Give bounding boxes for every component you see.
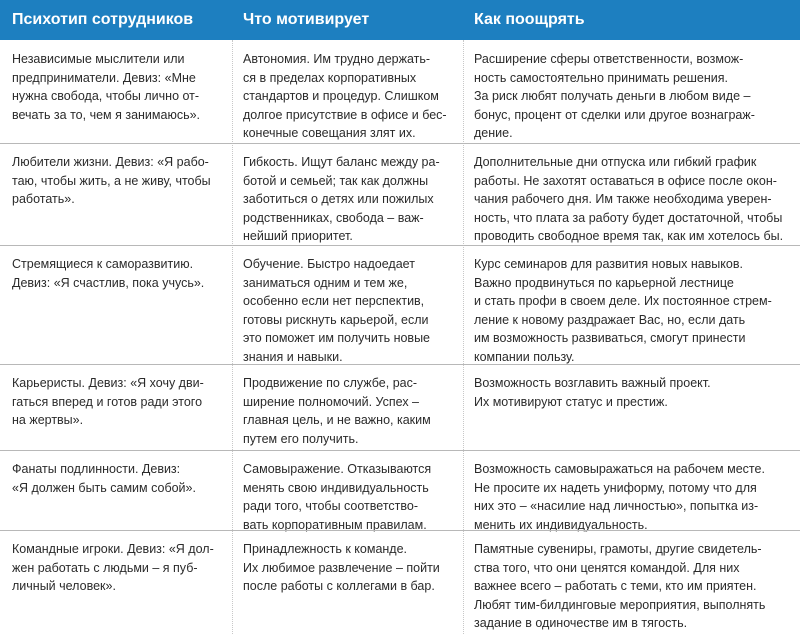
cell-psychotype xyxy=(12,153,222,209)
cell-text-line: путем его получить. xyxy=(243,431,359,446)
cell-text-line: проводить свободное время так, как им хотелось бы. xyxy=(474,229,784,244)
cell-text-line: задание в одиночестве им в тягость. xyxy=(474,616,688,631)
cell-motivates xyxy=(243,153,455,246)
cell-text-line: Стремящиеся к саморазвитию. xyxy=(12,257,194,271)
table-row xyxy=(0,245,800,364)
row-separator xyxy=(0,364,800,365)
cell-text-line: ность, что плата за работу будет достаточной, чтобы xyxy=(474,210,783,225)
row-separator xyxy=(0,530,800,531)
cell-text-line: Командные игроки. Девиз: «Я дол- xyxy=(12,542,214,556)
cell-text-line: заниматься одним и тем же, xyxy=(243,275,408,290)
cell-text-line: на жертвы». xyxy=(12,413,84,428)
cell-text-line: Их любимое развлечение – пойти xyxy=(243,560,440,575)
cell-text-line: Расширение сферы ответственности, возмож- xyxy=(474,52,744,66)
cell-text-line: это поможет им получить новые xyxy=(243,331,431,346)
cell-text-line: ширение полномочий. Успех – xyxy=(243,394,419,409)
table-row xyxy=(0,450,800,530)
cell-text-line: бонус, процент от сделки или другое вознаграж- xyxy=(474,107,755,122)
cell-reward xyxy=(474,540,792,633)
cell-text-line: родственниках, свобода – важ- xyxy=(243,210,424,225)
cell-text-line: компании пользу. xyxy=(474,349,575,364)
cell-text-line: ность самостоятельно принимать решения. xyxy=(474,70,728,85)
cell-text-line: Не просите их надеть униформу, потому что для xyxy=(474,480,757,495)
cell-text-line: Возможность возглавить важный проект. xyxy=(474,376,711,390)
cell-text-line: предприниматели. Девиз: «Мне xyxy=(12,70,196,85)
cell-text-line: вать корпоративным правилам. xyxy=(243,517,427,532)
table-row xyxy=(0,40,800,143)
cell-text-line: Самовыражение. Отказываются xyxy=(243,462,432,476)
header-reward: Как поощрять xyxy=(474,11,585,28)
cell-text-line: гаться вперед и готов ради этого xyxy=(12,394,203,409)
cell-text-line: главная цель, и не важно, каким xyxy=(243,413,431,428)
cell-reward xyxy=(474,50,792,143)
cell-text-line: них это – «насилие над личностью», попытка из- xyxy=(474,499,759,514)
cell-text-line: Гибкость. Ищут баланс между ра- xyxy=(243,155,440,169)
cell-text-line: Принадлежность к команде. xyxy=(243,542,408,556)
cell-motivates xyxy=(243,255,455,367)
cell-motivates xyxy=(243,50,455,143)
cell-text-line: личный человек». xyxy=(12,579,116,594)
cell-text-line: ради того, чтобы соответство- xyxy=(243,499,418,514)
cell-text-line: стандартов и процедур. Слишком xyxy=(243,89,439,104)
table-row xyxy=(0,143,800,245)
cell-psychotype xyxy=(12,255,222,292)
cell-text-line: нужна свобода, чтобы лично от- xyxy=(12,89,200,104)
cell-reward xyxy=(474,255,792,367)
cell-text-line: Курс семинаров для развития новых навыков. xyxy=(474,257,743,271)
cell-text-line: Важно продвинуться по карьерной лестнице xyxy=(474,275,734,290)
row-separator xyxy=(0,245,800,246)
cell-psychotype xyxy=(12,374,222,430)
cell-text-line: Дополнительные дни отпуска или гибкий график xyxy=(474,155,757,169)
cell-text-line: менить их индивидуальность. xyxy=(474,517,648,532)
cell-text-line: Любят тим-билдинговые мероприятия, выполнять xyxy=(474,597,766,612)
cell-text-line: Карьеристы. Девиз: «Я хочу дви- xyxy=(12,376,204,390)
cell-text-line: ление к новому раздражает Вас, но, если дать xyxy=(474,312,746,327)
cell-text-line: Любители жизни. Девиз: «Я рабо- xyxy=(12,155,209,169)
cell-text-line: дение. xyxy=(474,126,513,141)
cell-text-line: готовы рискнуть карьерой, если xyxy=(243,312,429,327)
cell-text-line: важнее всего – работать с теми, кто им приятен. xyxy=(474,579,757,594)
cell-text-line: после работы с коллегами в бар. xyxy=(243,579,435,594)
cell-psychotype xyxy=(12,540,222,596)
cell-reward xyxy=(474,153,792,246)
cell-motivates xyxy=(243,460,455,534)
cell-text-line: ства того, что они ценятся командой. Для них xyxy=(474,560,740,575)
cell-reward xyxy=(474,460,792,534)
cell-text-line: нейший приоритет. xyxy=(243,229,353,244)
cell-text-line: Возможность самовыражаться на рабочем месте. xyxy=(474,462,765,476)
cell-text-line: менять свою индивидуальность xyxy=(243,480,429,495)
cell-psychotype xyxy=(12,50,222,124)
cell-motivates xyxy=(243,540,455,596)
cell-text-line: Памятные сувениры, грамоты, другие свидетель- xyxy=(474,542,762,556)
cell-text-line: работать». xyxy=(12,192,75,207)
cell-text-line: За риск любят получать деньги в любом виде – xyxy=(474,89,751,104)
cell-text-line: работы. Не захотят оставаться в офисе после окон- xyxy=(474,173,777,188)
row-separator xyxy=(0,143,800,144)
cell-text-line: жен работать с людьми – я пуб- xyxy=(12,560,198,575)
cell-text-line: таю, чтобы жить, а не живу, чтобы xyxy=(12,173,211,188)
table-row xyxy=(0,530,800,634)
header-psychotype: Психотип сотрудников xyxy=(12,11,194,28)
cell-text-line: чания рабочего дня. Им также необходима уверен- xyxy=(474,192,772,207)
cell-text-line: вечать за то, чем я занимаюсь». xyxy=(12,107,201,122)
cell-text-line: ся в пределах корпоративных xyxy=(243,70,417,85)
cell-reward xyxy=(474,374,792,411)
cell-text-line: Их мотивируют статус и престиж. xyxy=(474,394,668,409)
cell-text-line: долгое присутствие в офисе и бес- xyxy=(243,107,447,122)
cell-text-line: Девиз: «Я счастлив, пока учусь». xyxy=(12,275,205,290)
cell-text-line: Автономия. Им трудно держать- xyxy=(243,52,431,66)
cell-text-line: знания и навыки. xyxy=(243,349,343,364)
cell-text-line: Фанаты подлинности. Девиз: xyxy=(12,462,181,476)
cell-text-line: Независимые мыслители или xyxy=(12,52,185,66)
cell-text-line: им возможность развиваться, смогут принести xyxy=(474,331,746,346)
cell-text-line: и стать профи в своем деле. Их постоянное стрем- xyxy=(474,294,772,309)
cell-psychotype xyxy=(12,460,222,497)
header-motivates: Что мотивирует xyxy=(243,11,370,28)
cell-text-line: особенно если нет перспектив, xyxy=(243,294,425,309)
cell-text-line: Продвижение по службе, рас- xyxy=(243,376,418,390)
cell-text-line: заботиться о детях или пожилых xyxy=(243,192,434,207)
table-row xyxy=(0,364,800,450)
row-separator xyxy=(0,450,800,451)
cell-motivates xyxy=(243,374,455,448)
table-header xyxy=(0,0,800,40)
cell-text-line: конечные совещания злят их. xyxy=(243,126,416,141)
cell-text-line: «Я должен быть самим собой». xyxy=(12,480,196,495)
cell-text-line: Обучение. Быстро надоедает xyxy=(243,257,415,271)
cell-text-line: ботой и семьей; так как должны xyxy=(243,173,429,188)
